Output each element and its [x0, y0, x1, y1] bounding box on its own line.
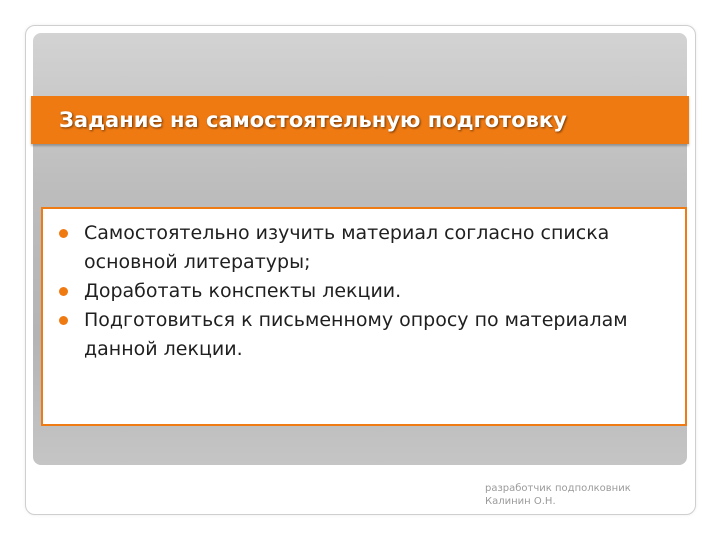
bullet-dot-icon — [59, 287, 68, 296]
bullet-item — [58, 219, 668, 277]
content-box — [41, 207, 687, 426]
bullet-dot-icon — [59, 229, 68, 238]
bullet-text: Самостоятельно изучить материал согласно списка основной литературы; — [84, 222, 610, 273]
bullet-text: Доработать конспекты лекции. — [84, 280, 402, 302]
author-note-line2: Калинин О.Н. — [485, 496, 556, 507]
bullet-list — [58, 219, 668, 364]
title-bar — [31, 96, 689, 144]
bullet-text: Подготовиться к письменному опросу по материалам данной лекции. — [84, 309, 628, 360]
bullet-item — [58, 277, 668, 306]
bullet-dot-icon — [59, 316, 68, 325]
bullet-item — [58, 306, 668, 364]
author-note — [485, 482, 685, 508]
slide-title: Задание на самостоятельную подготовку — [59, 108, 567, 132]
author-note-line1: разработчик подполковник — [485, 483, 631, 494]
